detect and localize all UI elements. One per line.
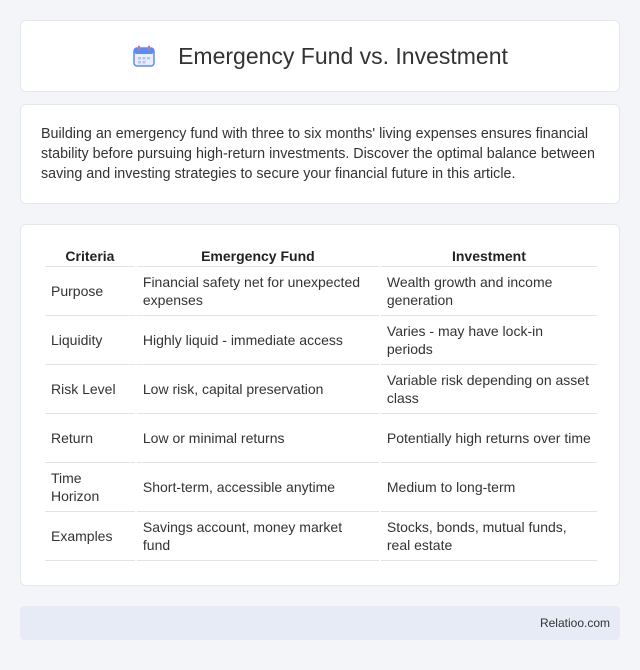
row-fund: Highly liquid - immediate access: [137, 316, 379, 365]
intro-text: Building an emergency fund with three to six months' living expenses ensures financial stability before pursuing high-return investments. Discover the optimal balance between saving and investing strategies to secure your financial future in this article.: [41, 126, 595, 182]
row-fund: Low or minimal returns: [137, 414, 379, 463]
row-criteria: Time Horizon: [45, 463, 135, 512]
footer: [20, 606, 620, 640]
row-criteria: Return: [45, 414, 135, 463]
table-row: [45, 267, 597, 316]
table-row: [45, 365, 597, 414]
row-fund: Savings account, money market fund: [137, 512, 379, 561]
row-investment: Wealth growth and income generation: [381, 267, 597, 316]
row-criteria: Liquidity: [45, 316, 135, 365]
page-title: Emergency Fund vs. Investment: [178, 42, 508, 69]
table-row: [45, 463, 597, 512]
row-investment: Varies - may have lock-in periods: [381, 316, 597, 365]
row-investment: Potentially high returns over time: [381, 414, 597, 463]
table-row: [45, 316, 597, 365]
header-investment: Investment: [381, 247, 597, 267]
footer-brand-link[interactable]: Relatioo.com: [539, 616, 610, 630]
row-investment: Medium to long-term: [381, 463, 597, 512]
calendar-icon: [132, 44, 156, 68]
comparison-table: [43, 247, 599, 561]
row-fund: Short-term, accessible anytime: [137, 463, 379, 512]
comparison-table-card: [20, 224, 620, 586]
row-criteria: Purpose: [45, 267, 135, 316]
row-investment: Variable risk depending on asset class: [381, 365, 597, 414]
table-row: [45, 512, 597, 561]
row-criteria: Risk Level: [45, 365, 135, 414]
row-fund: Financial safety net for unexpected expenses: [137, 267, 379, 316]
table-header-row: [45, 247, 597, 267]
header-criteria: Criteria: [45, 247, 135, 267]
table-row: [45, 414, 597, 463]
row-criteria: Examples: [45, 512, 135, 561]
intro-card: [20, 104, 620, 204]
header-emergency-fund: Emergency Fund: [137, 247, 379, 267]
title-card: [20, 20, 620, 92]
row-fund: Low risk, capital preservation: [137, 365, 379, 414]
row-investment: Stocks, bonds, mutual funds, real estate: [381, 512, 597, 561]
